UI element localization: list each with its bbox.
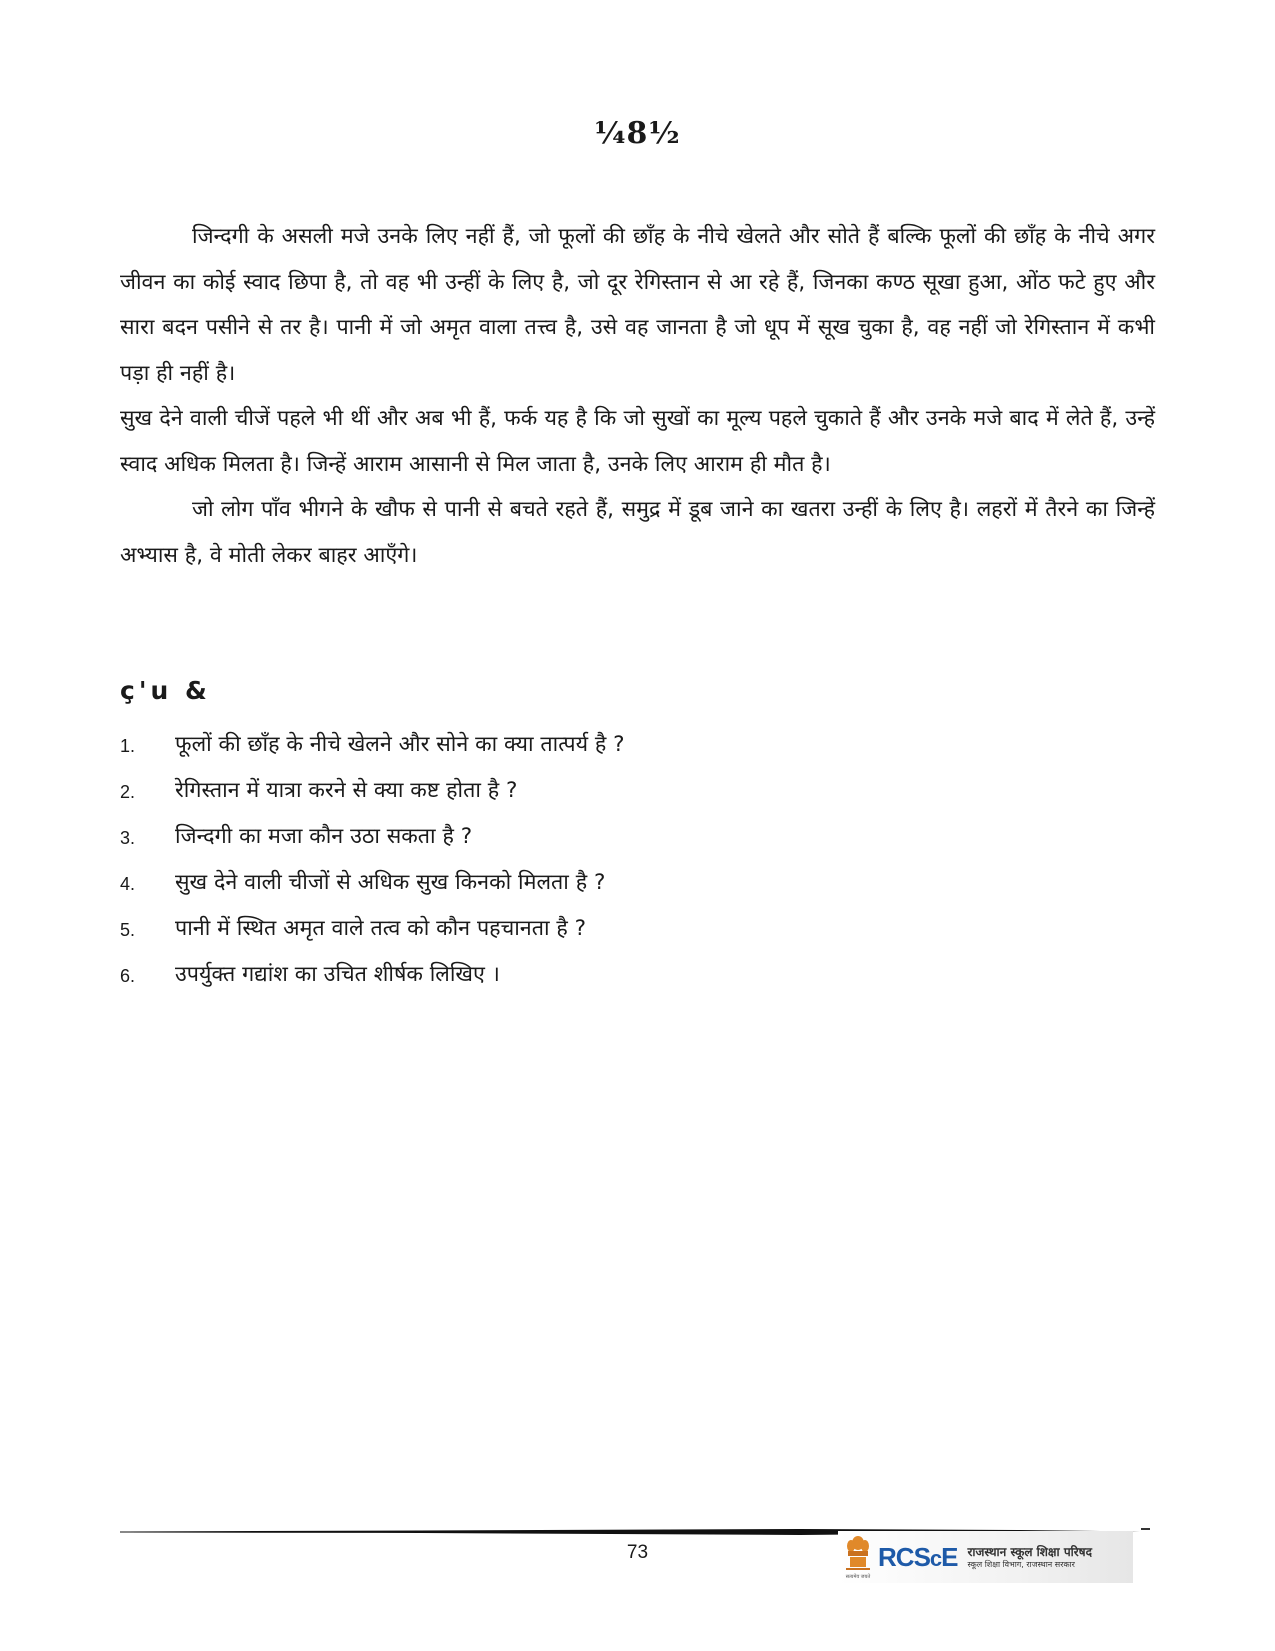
wordmark-s: S — [913, 1541, 930, 1572]
question-text: उपर्युक्त गद्यांश का उचित शीर्षक लिखिए । — [175, 961, 500, 987]
wordmark-e: E — [941, 1541, 958, 1572]
question-number: 4. — [120, 873, 136, 894]
logo-subtitle — [968, 1546, 1092, 1569]
footer-dash — [1141, 1528, 1150, 1530]
question-item — [120, 720, 1120, 766]
question-number: 6. — [120, 965, 136, 986]
question-text: जिन्दगी का मजा कौन उठा सकता है ? — [175, 823, 473, 849]
wordmark-c: c — [929, 1545, 942, 1571]
wordmark-rc: RC — [878, 1541, 914, 1572]
paragraph-3: जो लोग पाँव भीगने के खौफ से पानी से बचते रहते हैं, समुद्र में डूब जाने का खतरा उन्हीं के लिए है। लहरों में तैरने का जिन्हें अभ्यास है, वे मोती लेकर बाहर आएँगे। — [120, 497, 1155, 568]
question-item — [120, 904, 1120, 950]
question-text: रेगिस्तान में यात्रा करने से क्या कष्ट होता है ? — [175, 777, 518, 803]
paragraph-2: सुख देने वाली चीजें पहले भी थीं और अब भी हैं, फर्क यह है कि जो सुखों का मूल्य पहले चुकाते हैं और उनके मजे बाद में लेते हैं, उन्हें स्वाद अधिक मिलता है। जिन्हें आराम आसानी से मिल जाता है, उनके लिए आराम ही मौत है। — [120, 406, 1155, 477]
paragraph-1: जिन्दगी के असली मजे उनके लिए नहीं हैं, जो फूलों की छाँह के नीचे खेलते और सोते हैं बल्कि फूलों की छाँह के नीचे अगर जीवन का कोई स्वाद छिपा है, तो वह भी उन्हीं के लिए है, जो दूर रेगिस्तान से आ रहे हैं, जिनका कण्ठ सूखा हुआ, ओंठ फटे हुए और सारा बदन पसीने से तर है। पानी में जो अमृत वाला तत्त्व है, उसे वह जानता है जो धूप में सूख चुका है, वह नहीं जो रेगिस्तान में कभी पड़ा ही नहीं है। — [120, 224, 1155, 386]
question-item — [120, 858, 1120, 904]
logo-org-name: राजस्थान स्कूल शिक्षा परिषद — [967, 1544, 1092, 1559]
rcsce-wordmark — [878, 1542, 958, 1573]
question-number: 3. — [120, 827, 136, 848]
page-number: 73 — [626, 1542, 649, 1563]
question-number: 1. — [120, 735, 136, 756]
questions-list — [120, 720, 1120, 996]
logo-dept-name: स्कूल शिक्षा विभाग, राजस्थान सरकार — [967, 1559, 1075, 1569]
question-number: 2. — [120, 781, 136, 802]
question-text: फूलों की छाँह के नीचे खेलने और सोने का क्या तात्पर्य है ? — [175, 731, 625, 757]
ashoka-emblem-icon — [842, 1533, 874, 1581]
question-item — [120, 950, 1120, 996]
questions-heading: ç'u & — [120, 676, 211, 705]
question-number: 5. — [120, 919, 136, 940]
question-item — [120, 766, 1120, 812]
passage — [120, 214, 1155, 578]
section-heading: ¼8½ — [594, 116, 681, 151]
emblem-caption: सत्यमेव जयते — [845, 1574, 871, 1580]
question-text: सुख देने वाली चीजों से अधिक सुख किनको मिलता है ? — [175, 869, 606, 895]
question-text: पानी में स्थित अमृत वाले तत्व को कौन पहचानता है ? — [175, 915, 587, 941]
rcsce-logo — [838, 1531, 1133, 1583]
question-item — [120, 812, 1120, 858]
